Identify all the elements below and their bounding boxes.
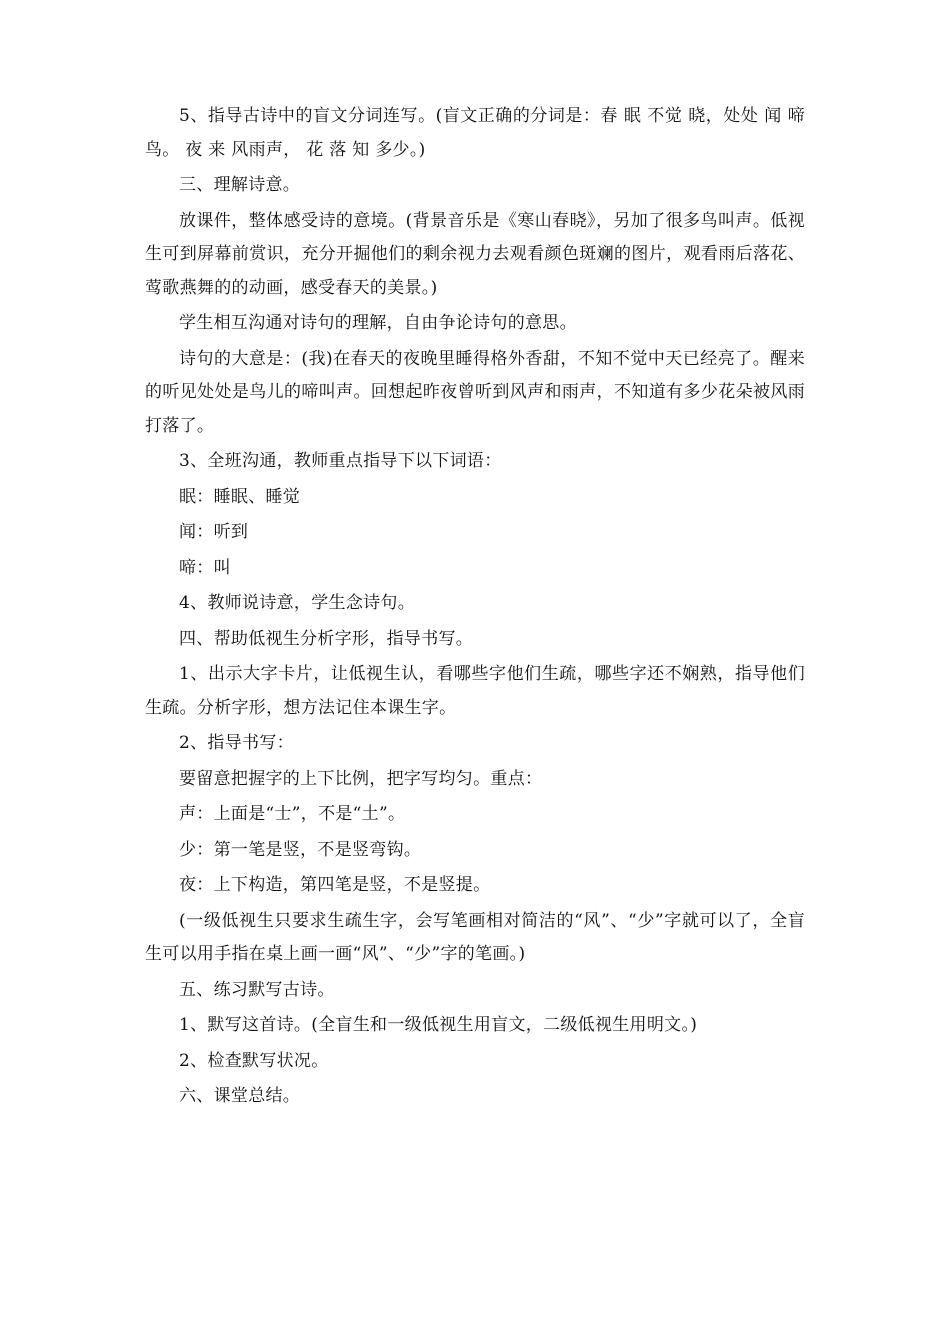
paragraph-courseware: 放课件，整体感受诗的意境。(背景音乐是《寒山春晓》，另加了很多鸟叫声。低视生可到屏幕前赏识，充分开掘他们的剩余视力去观看颜色斑斓的图片，观看雨后落花、莺歌燕舞的的动画，感受春天的美景。) <box>145 210 805 298</box>
char-note-sheng: 声：上面是“士”，不是“土”。 <box>179 804 406 824</box>
document-page <box>145 100 805 1116</box>
paragraph-writing-guide: 2、指导书写： <box>179 733 294 753</box>
vocab-mian: 眠：睡眠、睡觉 <box>179 486 301 507</box>
heading-character-analysis: 四、帮助低视生分析字形，指导书写。 <box>179 628 474 649</box>
char-note-shao: 少：第一笔是竖，不是竖弯钩。 <box>179 839 422 860</box>
paragraph-teacher-explains: 4、教师说诗意，学生念诗句。 <box>179 593 416 613</box>
vocab-wen: 闻：听到 <box>179 522 249 542</box>
paragraph-dictation-2: 2、检查默写状况。 <box>179 1050 329 1071</box>
paragraph-proportion: 要留意把握字的上下比例，把字写均匀。重点： <box>179 768 543 789</box>
paragraph-dictation-1: 1、默写这首诗。(全盲生和一级低视生用盲文，二级低视生用明文。) <box>179 1015 698 1035</box>
paragraph-flash-cards: 1、出示大字卡片，让低视生认，看哪些字他们生疏，哪些字还不娴熟，指导他们生疏。分析字形，想方法记住本课生字。 <box>145 664 805 718</box>
heading-dictation: 五、练习默写古诗。 <box>179 979 335 1000</box>
vocab-ti: 啼：叫 <box>179 557 231 578</box>
paragraph-braille-segmentation: 5、指导古诗中的盲文分词连写。(盲文正确的分词是：春 眠 不觉 晓，处处 闻 啼 鸟。 夜 来 风雨声， 花 落 知 多少。) <box>145 106 805 160</box>
paragraph-low-vision-note: (一级低视生只要求生疏生字，会写笔画相对简洁的“风”、“少”字就可以了，全盲生可以用手指在桌上画一画“风”、“少”字的笔画。) <box>145 910 805 964</box>
char-note-ye: 夜：上下构造，第四笔是竖，不是竖提。 <box>179 875 491 895</box>
heading-understand-meaning: 三、理解诗意。 <box>179 175 301 195</box>
paragraph-class-discussion: 3、全班沟通，教师重点指导下以下词语： <box>179 451 502 471</box>
paragraph-poem-meaning: 诗句的大意是：(我)在春天的夜晚里睡得格外香甜，不知不觉中天已经亮了。醒来的听见处处是鸟儿的啼叫声。回想起昨夜曾听到风声和雨声，不知道有多少花朵被风雨打落了。 <box>145 348 805 436</box>
paragraph-student-discussion: 学生相互沟通对诗句的理解，自由争论诗句的意思。 <box>179 313 577 333</box>
heading-class-summary: 六、课堂总结。 <box>179 1086 301 1106</box>
